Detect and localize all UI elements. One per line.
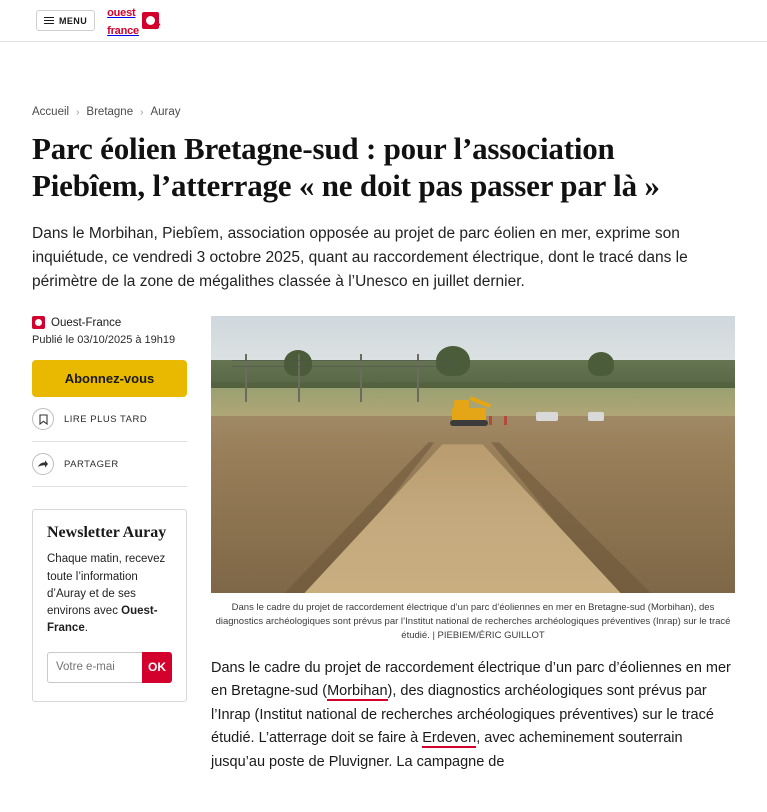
newsletter-description-part1: Chaque matin, recevez toute l’information d’Auray et de ses environs avec: [47, 553, 166, 618]
breadcrumb: [32, 106, 735, 118]
photo-vehicle: [536, 412, 558, 421]
newsletter-description-brand: Ouest-France: [47, 605, 158, 635]
article-main-column: [211, 316, 735, 788]
byline: [32, 316, 187, 329]
share-arrow-icon: [32, 453, 54, 475]
newsletter-title: Newsletter Auray: [47, 524, 167, 542]
article-figure: [211, 316, 735, 642]
photo-excavator: [442, 396, 498, 426]
article-page: [0, 106, 767, 789]
brand-wordmark: [107, 3, 139, 39]
menu-button-label: MENU: [59, 15, 88, 26]
photo-power-lines: [232, 354, 452, 402]
menu-button[interactable]: [36, 10, 95, 31]
read-later-button[interactable]: [32, 397, 187, 442]
photo-caption: Dans le cadre du projet de raccordement électrique d’un parc d’éoliennes en mer en Bretagne-sud (Morbihan), des diagnostics archéologiques sont prévus par l’Institut national de recherches archéologiques préventives (Inrap) sur le tracé étudié. | PIEBIEM/ÉRIC GUILLOT: [215, 602, 731, 641]
photo-tree: [588, 352, 614, 376]
brand-line-1: ouest: [107, 6, 136, 19]
bookmark-icon: [32, 408, 54, 430]
photo-person: [504, 416, 507, 425]
newsletter-submit-button[interactable]: OK: [142, 652, 172, 683]
share-label: PARTAGER: [64, 458, 119, 470]
brand-logo-icon: [32, 316, 45, 329]
body-text-part-2: ), des diagnostics archéologiques sont prévus par l’Inrap (Institut national de recherches archéologiques préventives) sur le tracé étudié. L’atterrage doit se faire à: [211, 683, 714, 747]
top-navigation-bar: [0, 0, 767, 42]
ouest-france-logo[interactable]: [107, 3, 159, 39]
body-link-erdeven[interactable]: Erdeven: [422, 730, 477, 747]
breadcrumb-item-auray[interactable]: Auray: [150, 106, 181, 118]
breadcrumb-item-bretagne[interactable]: Bretagne: [86, 106, 134, 118]
read-later-label: LIRE PLUS TARD: [64, 413, 148, 425]
newsletter-form: [47, 652, 172, 683]
page-title: Parc éolien Bretagne-sud : pour l’association Piebîem, l’atterrage « ne doit pas passer par là »: [32, 131, 660, 204]
breadcrumb-item-accueil[interactable]: Accueil: [32, 106, 70, 118]
article-columns: [32, 316, 735, 788]
byline-source: Ouest-France: [51, 316, 122, 329]
hamburger-icon: [44, 17, 54, 24]
body-text-part-1: Dans le cadre du projet de raccordement électrique d’un parc d’éoliennes en mer en Bretagne-sud (: [211, 659, 731, 700]
article-standfirst: Dans le Morbihan, Piebîem, association opposée au projet de parc éolien en mer, exprime son inquiétude, ce vendredi 3 octobre 2025, quant au raccordement électrique, dont le tracé dans le périmètre de la zone de mégalithes classée à l’Unesco en juillet dernier.: [32, 225, 688, 291]
breadcrumb-separator-icon: ›: [140, 106, 144, 118]
body-text-part-3: , avec acheminement souterrain jusqu’au poste de Pluvigner. La campagne de: [211, 730, 683, 770]
brand-logo-icon: [142, 12, 159, 29]
photo-vehicle: [588, 412, 604, 421]
share-button[interactable]: [32, 442, 187, 487]
article-body-paragraph: [211, 657, 735, 774]
article-sidebar: [32, 316, 187, 788]
newsletter-description-part2: .: [84, 622, 88, 635]
body-link-morbihan[interactable]: Morbihan: [327, 683, 388, 700]
article-photo: [211, 316, 735, 593]
newsletter-description: [47, 551, 172, 637]
brand-line-2: france: [107, 24, 139, 37]
subscribe-button[interactable]: Abonnez-vous: [32, 360, 187, 397]
newsletter-signup-card: [32, 509, 187, 701]
newsletter-email-input[interactable]: [47, 652, 142, 683]
breadcrumb-separator-icon: ›: [76, 106, 80, 118]
publication-date: Publié le 03/10/2025 à 19h19: [32, 334, 176, 347]
